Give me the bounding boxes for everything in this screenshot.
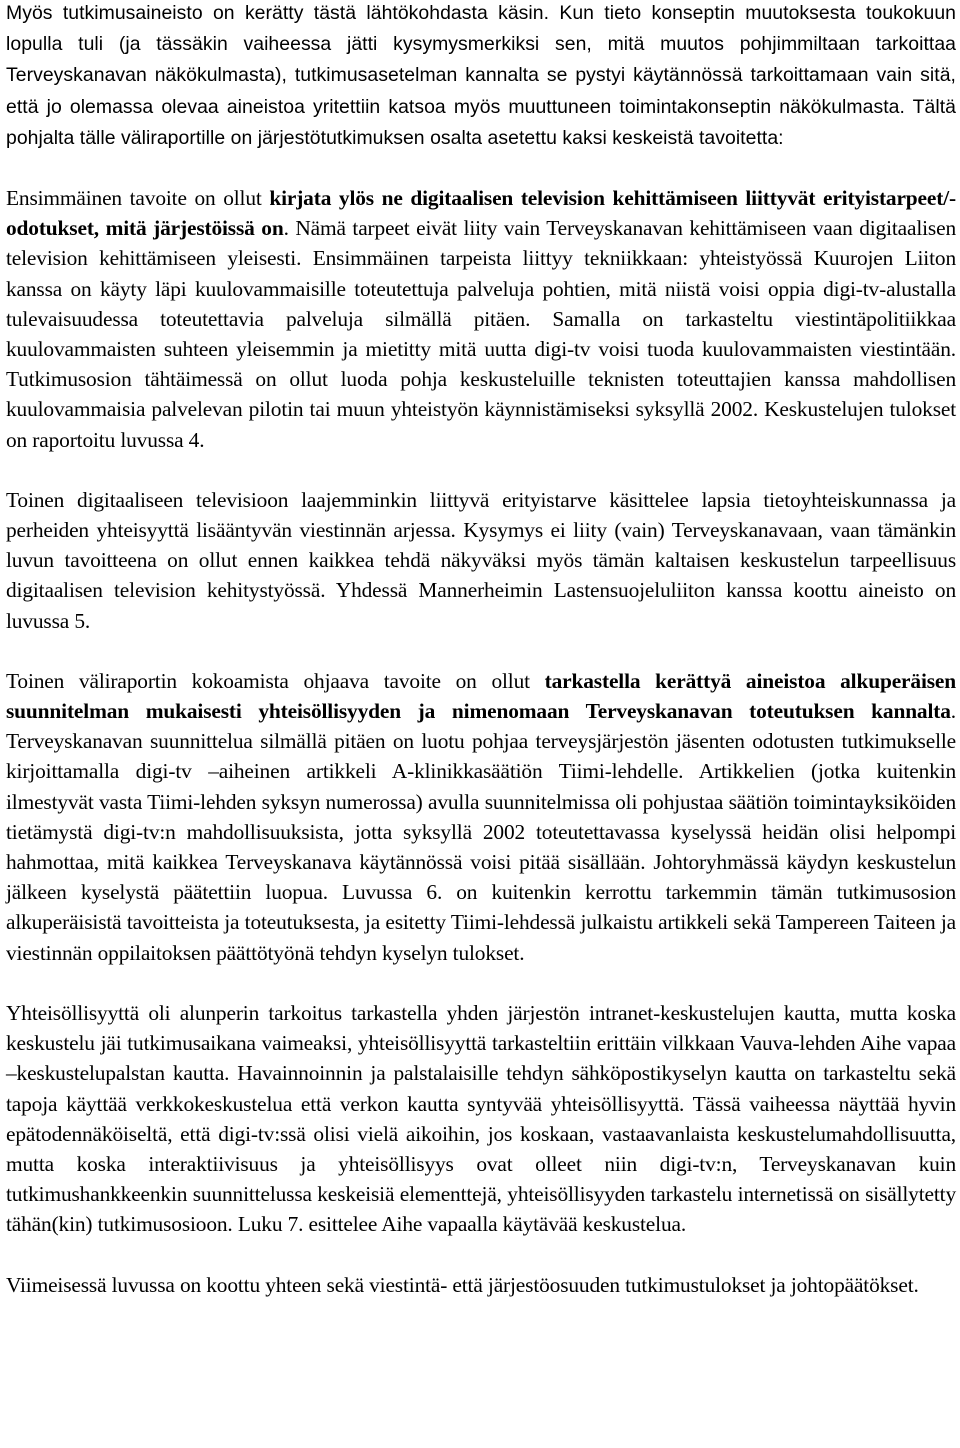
- paragraph-community: [6, 998, 956, 1240]
- paragraph-emphasis: tarkastella kerättyä aineistoa alkuperäisen suunnitelman mukaisesti yhteisöllisyyden ja nimenomaan Terveyskanavan toteutuksen kannalta: [6, 668, 956, 724]
- paragraph-text: Myös tutkimusaineisto on kerätty tästä lähtökohdasta käsin. Kun tieto konseptin muutoksesta toukokuun lopulla tuli (ja tässäkin vaiheessa jätti kysymysmerkiksi sen, mitä muutos pohjimmiltaan tarkoittaa Terveyskanavan näkökulmasta), tutkimusasetelman kannalta se pystyi käytännössä tarkoittamaan vain sitä, että jo olemassa olevaa aineistoa yritettiin katsoa myös muuttuneen toimintakonseptin näkökulmasta.: [6, 2, 956, 118]
- paragraph-text: Yhteisöllisyyttä oli alunperin tarkoitus tarkastella yhden järjestön intranet-keskustelujen kautta, mutta koska keskustelu jäi tutkimusaikana vaimeaksi, yhteisöllisyyttä tarkasteltiin erittäin vilkkaan Vauva-lehden Aihe vapaa –keskustelupalstan kautta. Havainnoinnin ja palstalaisille tehdyn sähköpostikyselyn kautta on tarkasteltu sekä tapoja käyttää verkkokeskustelua että verkon kautta syntyvää yhteisöllisyyttä. Tässä vaiheessa näyttää hyvin epätodennäköiseltä, että digi-tv:ssä olisi vielä aikoihin, jos koskaan, vastaavanlaista keskustelumahdollisuutta, mutta koska interaktiivisuus ja yhteisöllisyys ovat olleet niin digi-tv:n, Terveyskanavan kuin tutkimushankkeenkin suunnittelussa keskeisiä elementtejä, yhteisöllisyyden tarkastelu internetissä on sisällytetty tähän(kin) tutkimusosioon. Luku 7. esittelee Aihe vapaalla käytävää keskustelua.: [6, 1000, 956, 1237]
- paragraph-emphasis: kirjata ylös ne digitaalisen television kehittämiseen liittyvät erityistarpeet/-odotukset, mitä järjestöissä on: [6, 186, 956, 241]
- paragraph-text: Toinen väliraportin kokoamista ohjaava tavoite on ollut: [6, 668, 545, 693]
- paragraph-text: Tältä pohjalta tälle väliraportille on järjestötutkimuksen osalta asetettu kaksi keskeistä tavoitetta:: [6, 95, 956, 149]
- paragraph-research-material: [6, 0, 956, 153]
- paragraph-text: Viimeisessä luvussa on koottu yhteen sekä viestintä- että järjestöosuuden tutkimustulokset ja johtopäätökset.: [6, 1272, 919, 1297]
- paragraph-second-goal: [6, 666, 956, 968]
- paragraph-first-goal: [6, 183, 956, 455]
- paragraph-second-need: [6, 485, 956, 636]
- paragraph-text: . Nämä tarpeet eivät liity vain Terveyskanavan kehittämiseen vaan digitaalisen television kehittämiseen yleisesti. Ensimmäinen tarpeista liittyy tekniikkaan: yhteistyössä Kuurojen Liiton kanssa on käyty läpi kuulovammaisille toteutettuja palveluja pohtien, mitä niistä voisi oppia digi-tv-alustalla tulevaisuudessa toteutettavia palveluja silmällä pitäen. Samalla on tarkasteltu viestintäpolitiikkaa kuulovammaisten suhteen yleisemmin ja mietitty mitä uutta digi-tv voisi tuoda kuulovammaisten viestintään. Tutkimusosion tähtäimessä on ollut luoda pohja keskusteluille teknisten toteuttajien kanssa mahdollisen kuulovammaisia palvelevan pilotin tai muun yhteistyön käynnistämiseksi syksyllä 2002. Keskustelujen tulokset on raportoitu luvussa 4.: [6, 216, 956, 452]
- paragraph-text: Ensimmäinen tavoite on ollut: [6, 186, 270, 211]
- paragraph-text: Toinen digitaaliseen televisioon laajemminkin liittyvä erityistarve käsittelee lapsia tietoyhteiskunnassa ja perheiden yhteisyyttä lisääntyvän viestinnän arjessa. Kysymys ei liity (vain) Terveyskanavaan, vaan tämänkin luvun tavoitteena on ollut ennen kaikkea tehdä näkyväksi myös tämän kaltaisen keskustelun tarpeellisuus digitaalisen television kehitystyössä. Yhdessä Mannerheimin Lastensuojeluliiton kanssa koottu aineisto on luvussa 5.: [6, 487, 956, 633]
- paragraph-conclusions: [6, 1270, 956, 1300]
- paragraph-text: . Terveyskanavan suunnittelua silmällä pitäen on luotu pohjaa terveysjärjestön jäsenten odotusten tutkimukselle kirjoittamalla digi-tv –aiheinen artikkeli A-klinikkasäätiön Tiimi-lehdelle. Artikkelien (jotka kuitenkin ilmestyvät vasta Tiimi-lehden syksyn numerossa) avulla suunnitelmissa oli pohjustaa säätiön toimintayksiköiden tietämystä digi-tv:n mahdollisuuksista, jotta syksyllä 2002 toteutettavassa kyselyssä heidän olisi helpompi hahmottaa, mitä kaikkea Terveyskanava käytännössä voisi pitää sisällään. Johtoryhmässä käydyn keskustelun jälkeen kyselystä päätettiin luopua. Luvussa 6. on kuitenkin kerrottu tarkemmin tämän tutkimusosion alkuperäisistä tavoitteista ja toteutuksesta, ja esitetty Tiimi-lehdessä julkaistu artikkeli sekä Tampereen Taiteen ja viestinnän oppilaitoksen päättötyönä tehdyn kyselyn tulokset.: [6, 699, 956, 965]
